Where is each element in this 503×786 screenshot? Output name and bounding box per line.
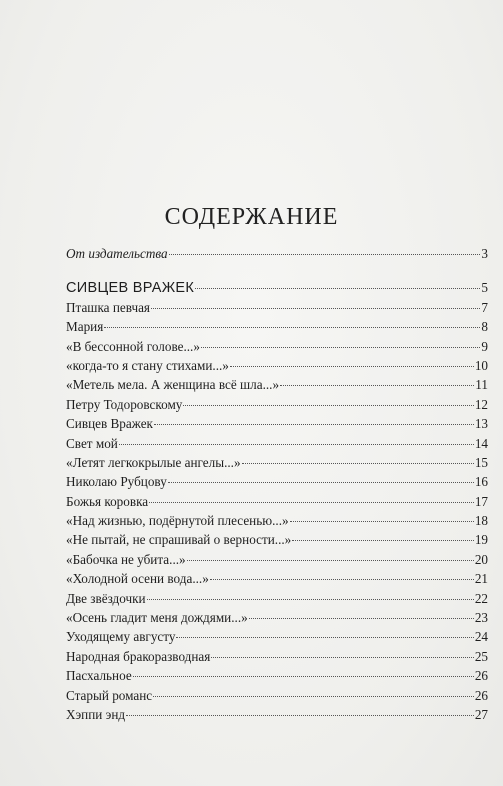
toc-entry-page: 11 [475,377,488,393]
toc-entry-title: Уходящему августу [66,629,176,645]
toc-row [66,530,488,549]
toc-entry-title: «Над жизнью, подёрнутой плесенью...» [66,513,289,529]
toc-row [66,627,488,646]
toc-row [66,511,488,530]
toc-entry-title: Пасхальное [66,668,132,684]
leader-dots [168,482,474,483]
toc-entry-title: Николаю Рубцову [66,474,167,490]
toc-entry-page: 18 [474,513,488,529]
leader-dots [119,444,474,445]
toc-entry-page: 24 [474,629,488,645]
leader-dots [249,618,474,619]
toc-entry-title: Старый романс [66,687,153,703]
leader-dots [154,424,474,425]
toc-row [66,298,488,317]
toc-entry-title: «Холодной осени вода...» [66,571,209,587]
toc-entry-page: 14 [474,435,488,451]
toc-entry-page: 26 [474,687,488,703]
table-of-contents [66,244,488,724]
toc-entry-page: 3 [481,246,488,261]
toc-row [66,414,488,433]
leader-dots [176,637,473,638]
toc-entry-title: «В бессонной голове...» [66,338,200,354]
toc-row [66,453,488,472]
toc-section-title: СИВЦЕВ ВРАЖЕК [66,280,195,297]
toc-entry-page: 12 [474,396,488,412]
toc-entry-title: Божья коровка [66,493,149,509]
leader-dots [169,254,481,255]
leader-dots [149,502,474,503]
leader-dots [195,288,480,289]
toc-entry-page: 10 [474,357,488,373]
toc-row [66,356,488,375]
toc-section-page: 5 [481,280,488,296]
toc-entry-page: 17 [474,493,488,509]
leader-dots [290,521,474,522]
toc-row [66,589,488,608]
toc-entry-page: 20 [474,551,488,567]
toc-entry-page: 26 [474,668,488,684]
toc-row [66,550,488,569]
toc-entry-page: 22 [474,590,488,606]
leader-dots [133,676,474,677]
toc-entry-title: Народная бракоразводная [66,648,211,664]
toc-entry-title: Хэппи энд [66,706,126,722]
toc-entry-title: Петру Тодоровскому [66,396,183,412]
toc-entry-title: «Метель мела. А женщина всё шла...» [66,377,280,393]
toc-row [66,492,488,511]
leader-dots [126,715,474,716]
toc-entry-page: 27 [474,706,488,722]
toc-entry-page: 21 [474,571,488,587]
toc-row [66,569,488,588]
leader-dots [153,696,474,697]
toc-entry-title: Мария [66,319,104,335]
toc-entry-title: Свет мой [66,435,118,451]
toc-entry-page: 15 [474,454,488,470]
toc-row [66,666,488,685]
leader-dots [211,657,473,658]
leader-dots [104,327,480,328]
toc-entry-title: «Осень гладит меня дождями...» [66,610,248,626]
toc-row [66,647,488,666]
toc-row [66,375,488,394]
toc-entries [66,298,488,725]
toc-entry-page: 16 [474,474,488,490]
toc-row [66,337,488,356]
toc-entry-title: «когда-то я стану стихами...» [66,357,229,373]
toc-row [66,472,488,491]
toc-entry-title: «Не пытай, не спрашивай о верности...» [66,532,292,548]
leader-dots [242,463,474,464]
leader-dots [151,308,480,309]
toc-preface-row [66,244,488,263]
leader-dots [147,599,474,600]
toc-entry-page: 19 [474,532,488,548]
leader-dots [230,366,474,367]
toc-entry-page: 23 [474,610,488,626]
toc-row [66,395,488,414]
leader-dots [292,540,474,541]
toc-row [66,686,488,705]
toc-row [66,608,488,627]
toc-entry-title: Две звёздочки [66,590,146,606]
toc-row [66,434,488,453]
leader-dots [187,560,474,561]
toc-entry-title: «Летят легкокрылые ангелы...» [66,454,241,470]
leader-dots [280,385,474,386]
toc-section-row [66,278,488,297]
leader-dots [210,579,474,580]
toc-entry-title: «Бабочка не убита...» [66,551,186,567]
toc-entry-title: От издательства [66,246,168,261]
toc-entry-page: 7 [481,299,488,315]
toc-row [66,705,488,724]
toc-entry-page: 25 [474,648,488,664]
toc-entry-page: 13 [474,416,488,432]
toc-entry-page: 8 [481,319,488,335]
toc-entry-title: Сивцев Вражек [66,416,153,432]
toc-row [66,317,488,336]
toc-entry-title: Пташка певчая [66,299,150,315]
leader-dots [201,347,480,348]
leader-dots [183,405,473,406]
page-title: СОДЕРЖАНИЕ [164,204,339,230]
toc-entry-page: 9 [481,338,488,354]
